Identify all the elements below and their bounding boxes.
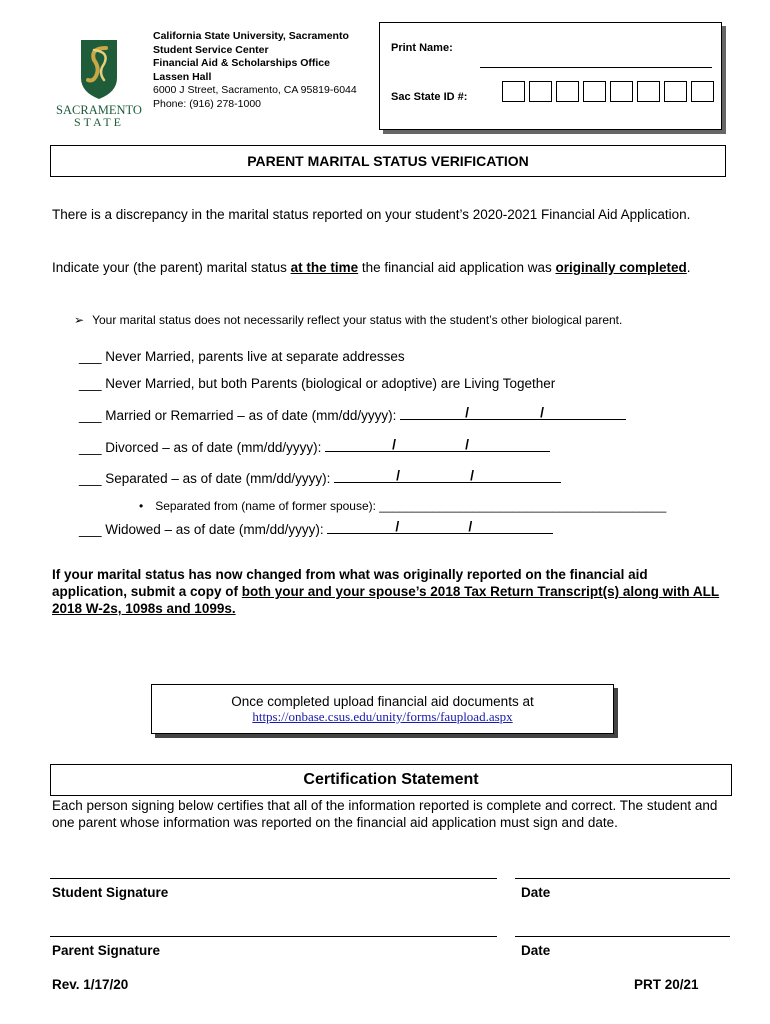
- emphasis-at-the-time: at the time: [290, 260, 359, 275]
- id-digit-box[interactable]: [610, 81, 633, 102]
- address-line: 6000 J Street, Sacramento, CA 95819-6044: [153, 84, 357, 96]
- sac-state-id-label: Sac State ID #:: [391, 91, 468, 103]
- id-digit-box[interactable]: [502, 81, 525, 102]
- form-title: PARENT MARITAL STATUS VERIFICATION: [50, 145, 726, 177]
- date-separator: /: [540, 404, 545, 420]
- separated-date-field[interactable]: [334, 468, 561, 483]
- emphasis-originally-completed: originally completed: [555, 260, 687, 275]
- parent-date-line[interactable]: [515, 936, 730, 937]
- instruction-part: .: [686, 260, 691, 275]
- certification-title: Certification Statement: [50, 764, 732, 796]
- arrow-bullet-icon: ➢: [74, 313, 85, 327]
- date-separator: /: [396, 467, 401, 483]
- date-separator: /: [392, 436, 396, 452]
- required-documents: both your and your spouse’s 2018 Tax Return Transcript(s) along with ALL 2018 W-2s, 1098s and 1099s.: [52, 584, 720, 616]
- date-separator: /: [465, 404, 470, 420]
- print-name-field[interactable]: [480, 67, 712, 68]
- hornet-shield-icon: [50, 36, 148, 128]
- address-line: Financial Aid & Scholarships Office: [153, 57, 330, 69]
- married-date-field[interactable]: [400, 405, 626, 420]
- date-separator: /: [395, 518, 400, 534]
- id-digit-box[interactable]: [691, 81, 714, 102]
- svg-text:SACRAMENTO: SACRAMENTO: [56, 103, 142, 117]
- option-label: ___ Married or Remarried – as of date (mm/dd/yyyy):: [79, 408, 401, 423]
- option-label: ___ Widowed – as of date (mm/dd/yyyy):: [79, 522, 328, 537]
- note-text: Your marital status does not necessarily reflect your status with the student’s other biological parent.: [92, 313, 623, 327]
- date-separator: /: [470, 467, 475, 483]
- upload-link[interactable]: https://onbase.csus.edu/unity/forms/faupload.aspx: [252, 709, 513, 724]
- dot-bullet-icon: •: [139, 499, 144, 513]
- option-label: ___ Divorced – as of date (mm/dd/yyyy):: [79, 440, 326, 455]
- student-signature-line[interactable]: [50, 878, 497, 879]
- note-item: [74, 313, 622, 327]
- student-date-line[interactable]: [515, 878, 730, 879]
- student-date-label: Date: [521, 885, 551, 900]
- discrepancy-text: There is a discrepancy in the marital status reported on your student’s 2020-2021 Financial Aid Application.: [52, 207, 691, 222]
- form-code: PRT 20/21: [634, 977, 699, 992]
- id-digit-box[interactable]: [583, 81, 606, 102]
- parent-date-label: Date: [521, 943, 551, 958]
- print-name-label: Print Name:: [391, 42, 453, 54]
- upload-instructions-box: [151, 684, 614, 734]
- separated-from-field[interactable]: Separated from (name of former spouse): ___________________________________________: [155, 499, 667, 513]
- option-label: ___ Separated – as of date (mm/dd/yyyy):: [79, 471, 335, 486]
- sac-state-id-field[interactable]: [502, 81, 718, 102]
- instruction-part: If your marital status has now changed from what was originally reported on the financial aid application, submit a copy of: [52, 567, 648, 599]
- address-line: Lassen Hall: [153, 70, 212, 83]
- sacramento-state-logo: [50, 36, 148, 128]
- option-married[interactable]: [79, 405, 626, 423]
- option-never-married-together[interactable]: ___ Never Married, but both Parents (biological or adoptive) are Living Together: [79, 376, 556, 391]
- upload-text: Once completed upload financial aid documents at: [231, 694, 534, 709]
- option-widowed[interactable]: [79, 519, 553, 537]
- status-change-instructions: [52, 566, 722, 617]
- parent-signature-line[interactable]: [50, 936, 497, 937]
- svg-text:STATE: STATE: [73, 115, 125, 128]
- address-line: Student Service Center: [153, 43, 269, 56]
- parent-signature-label: Parent Signature: [52, 943, 161, 958]
- certification-text: Each person signing below certifies that all of the information reported is complete and correct. The student and one parent whose information was reported on the financial aid application must sign and date.: [52, 798, 718, 830]
- instruction-text: [52, 259, 732, 276]
- student-id-box: [379, 22, 722, 130]
- instruction-part: Indicate your (the parent) marital status: [52, 260, 291, 275]
- id-digit-box[interactable]: [637, 81, 660, 102]
- option-never-married-separate[interactable]: ___ Never Married, parents live at separate addresses: [79, 349, 405, 364]
- address-line: Phone: (916) 278-1000: [153, 97, 261, 110]
- widowed-date-field[interactable]: [327, 519, 553, 534]
- date-separator: /: [465, 436, 469, 452]
- id-digit-box[interactable]: [664, 81, 687, 102]
- address-line: California State University, Sacramento: [153, 30, 349, 42]
- id-digit-box[interactable]: [529, 81, 552, 102]
- date-separator: /: [468, 518, 473, 534]
- separated-from-item: [139, 499, 666, 513]
- instruction-part: the financial aid application was: [358, 260, 556, 275]
- revision-date: Rev. 1/17/20: [52, 977, 129, 992]
- office-address: [153, 30, 357, 111]
- option-separated[interactable]: [79, 468, 561, 486]
- option-divorced[interactable]: [79, 437, 550, 455]
- student-signature-label: Student Signature: [52, 885, 169, 900]
- divorced-date-field[interactable]: [325, 437, 550, 452]
- id-digit-box[interactable]: [556, 81, 579, 102]
